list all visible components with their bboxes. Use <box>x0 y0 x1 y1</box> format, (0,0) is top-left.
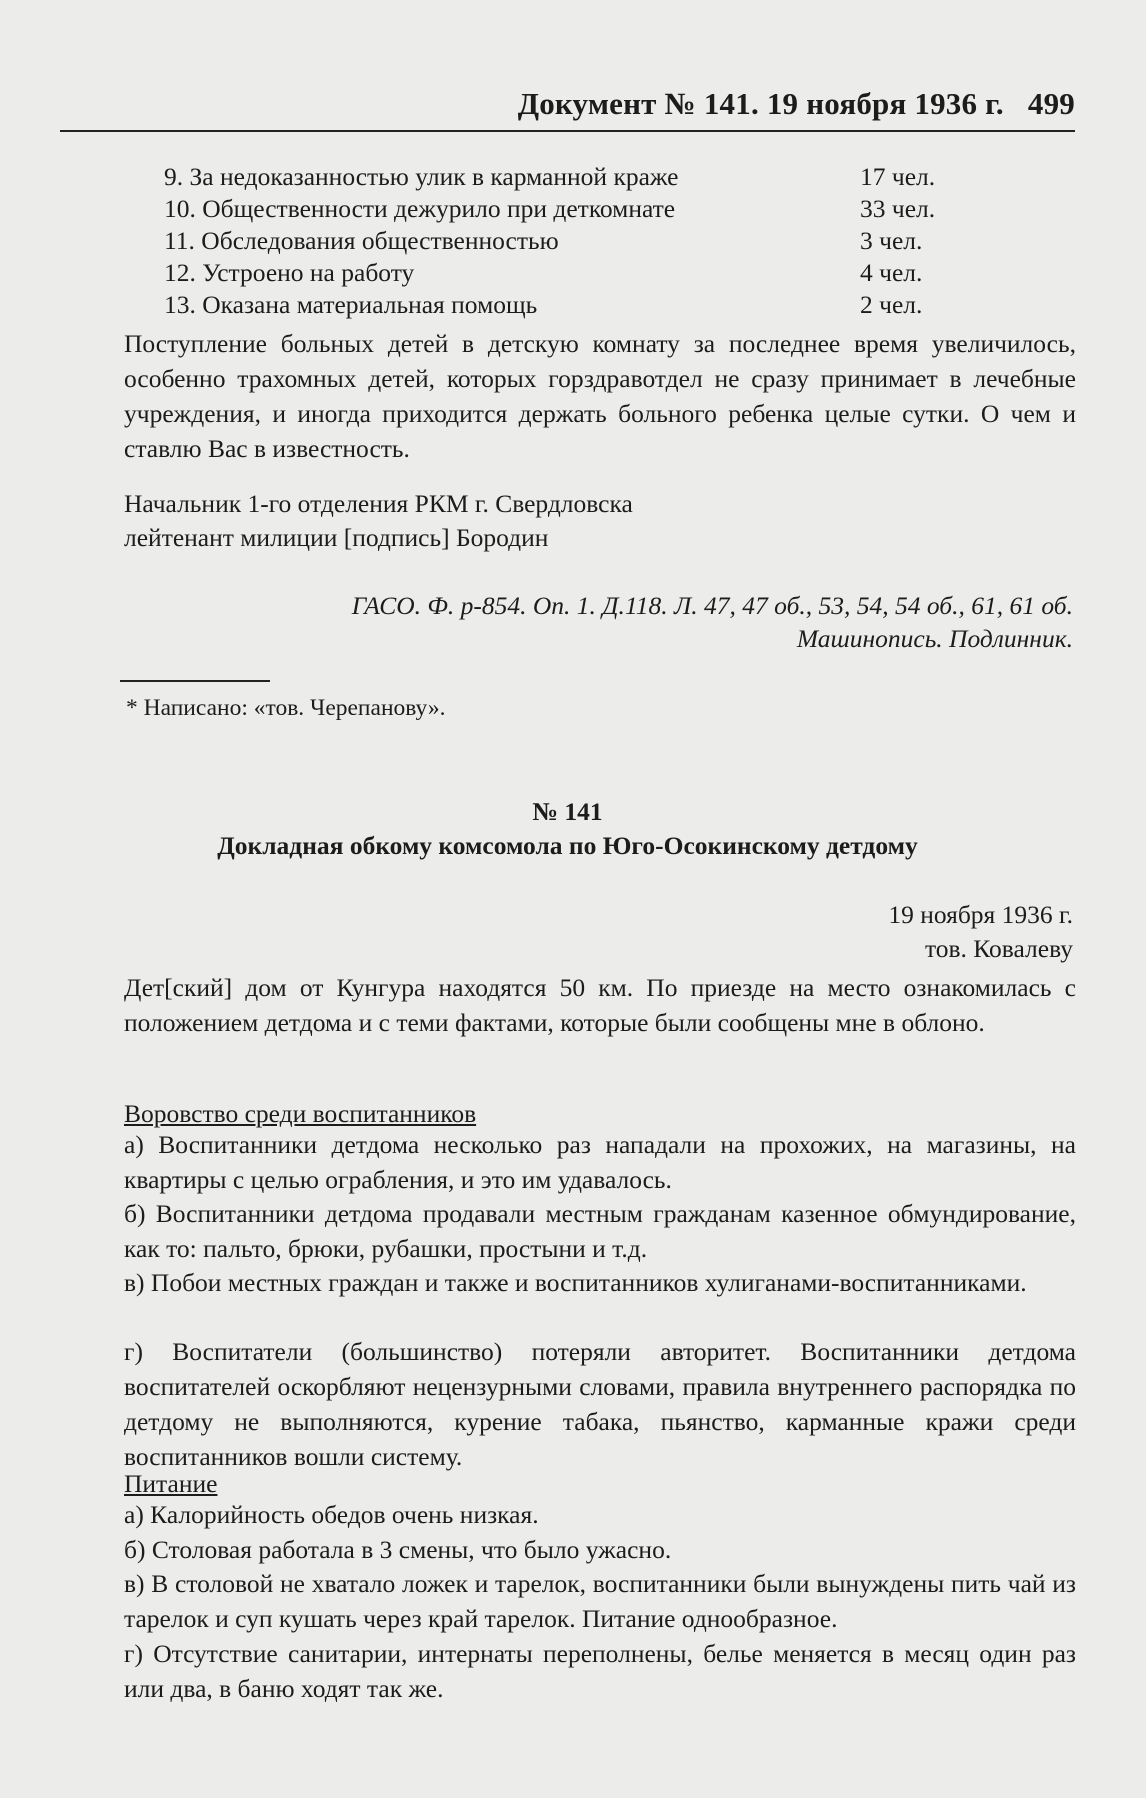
list-item: б) Воспитанники детдома продавали местным гражданам казенное обмундирование, как то: пальто, брюки, рубашки, простыни и т.д. <box>124 1199 1076 1263</box>
list-item: г) Отсутствие санитарии, интернаты переполнены, белье меняется в месяц один раз или два, в баню ходят так же. <box>124 1639 1076 1703</box>
signature-line: лейтенант милиции [подпись] Бородин <box>124 523 549 552</box>
footnote: * Написано: «тов. Черепанову». <box>126 695 446 721</box>
list-item-label: 13. Оказана материальная помощь <box>164 290 538 319</box>
footnote-rule <box>120 680 270 682</box>
list-item: г) Воспитатели (большинство) потеряли авторитет. Воспитанники детдома воспитателей оскорбляют нецензурными словами, правила внутреннего распорядка по детдому не выполняются, курение табака, пьянство, карманные кражи среди воспитанников вошли систему. <box>124 1337 1076 1471</box>
list-item-qty: 2 чел. <box>860 290 923 319</box>
list-item-label: 10. Общественности дежурило при деткомнате <box>164 194 676 223</box>
section-heading: Питание <box>124 1469 218 1498</box>
list-item: в) Побои местных граждан и также и воспитанников хулиганами-воспитанниками. <box>124 1268 1027 1297</box>
document-title: Докладная обкому комсомола по Юго-Осокинскому детдому <box>217 831 918 860</box>
paragraph: Поступление больных детей в детскую комнату за последнее время увеличилось, особенно трахомных детей, которых горздравотдел не сразу принимает в лечебные учреждения, и иногда приходится держать больного ребенка целые сутки. О чем и ставлю Вас в известность. <box>124 329 1076 463</box>
list-item-qty: 4 чел. <box>860 258 923 287</box>
list-item: а) Калорийность обедов очень низкая. <box>124 1500 539 1529</box>
page-number: 499 <box>1027 86 1075 121</box>
list-item-label: 9. За недоказанностью улик в карманной краже <box>164 162 679 191</box>
list-item <box>164 228 944 254</box>
archive-reference: ГАСО. Ф. р-854. Оп. 1. Д.118. Л. 47, 47 об., 53, 54, 54 об., 61, 61 об. <box>351 591 1073 620</box>
list-item-qty: 17 чел. <box>860 162 936 191</box>
archive-type: Машинопись. Подлинник. <box>796 624 1073 653</box>
section-heading: Воровство среди воспитанников <box>124 1099 477 1128</box>
list-item <box>164 292 944 318</box>
list-item: в) В столовой не хватало ложек и тарелок, воспитанники были вынуждены пить чай из тарелок и суп кушать через край тарелок. Питание однообразное. <box>124 1569 1076 1633</box>
signature-line: Начальник 1-го отделения РКМ г. Свердловска <box>124 489 633 518</box>
header-rule <box>60 130 1075 132</box>
document-date: 19 ноября 1936 г. <box>888 900 1073 929</box>
list-item-label: 12. Устроено на работу <box>164 258 415 287</box>
header-title: Документ № 141. 19 ноября 1936 г. <box>517 86 1004 121</box>
list-item <box>164 260 944 286</box>
document-number: № 141 <box>532 797 603 826</box>
list-item <box>164 196 944 222</box>
intro-paragraph: Дет[ский] дом от Кунгура находятся 50 км. По приезде на место ознакомилась с положением детдома и с теми фактами, которые были сообщены мне в облоно. <box>124 973 1076 1037</box>
list-item-qty: 3 чел. <box>860 226 923 255</box>
list-item: а) Воспитанники детдома несколько раз нападали на прохожих, на магазины, на квартиры с целью ограбления, и это им удавалось. <box>124 1130 1076 1194</box>
list-item <box>164 164 944 190</box>
list-item-label: 11. Обследования общественностью <box>164 226 559 255</box>
running-header <box>60 86 1075 122</box>
list-item-qty: 33 чел. <box>860 194 936 223</box>
list-item: б) Столовая работала в 3 смены, что было ужасно. <box>124 1535 672 1564</box>
addressee: тов. Ковалеву <box>924 934 1073 963</box>
